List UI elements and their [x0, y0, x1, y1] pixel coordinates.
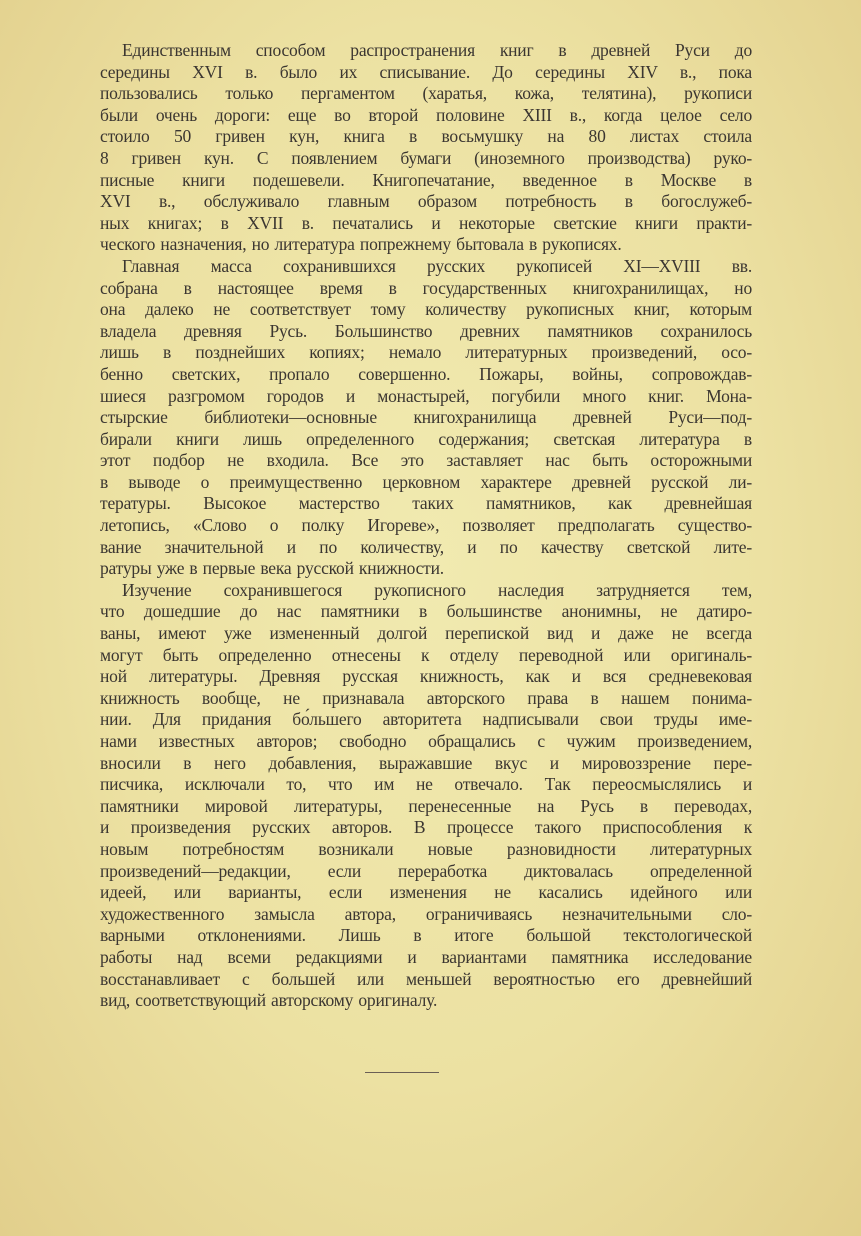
- text-line: ной литературы. Древняя русская книжность, как и вся средневековая: [100, 666, 752, 687]
- text-line: Единственным способом распространения книг в древней Руси до: [122, 40, 752, 60]
- text-line: ных книгах; в XVII в. печатались и некоторые светские книги практи-: [100, 212, 752, 233]
- text-line: писные книги подешевели. Книгопечатание, введенное в Москве в: [100, 169, 752, 190]
- page-body-text: [100, 40, 752, 1012]
- text-line: шиеся разгромом городов и монастырей, погубили много книг. Мона-: [100, 385, 752, 406]
- text-line: владела древняя Русь. Большинство древних памятников сохранилось: [100, 320, 752, 341]
- text-line: собрана в настоящее время в государственных книгохранилищах, но: [100, 277, 752, 298]
- text-line: стоило 50 гривен кун, книга в восьмушку на 80 листах стоила: [100, 126, 752, 147]
- text-line: могут быть определенно отнесены к отделу переводной или оригиналь-: [100, 644, 752, 665]
- text-line: этот подбор не входила. Все это заставляет нас быть осторожными: [100, 450, 752, 471]
- text-line: книжность вообще, не признавала авторского права в нашем понима-: [100, 687, 752, 708]
- text-line: 8 гривен кун. С появлением бумаги (иноземного производства) руко-: [100, 147, 752, 168]
- paragraph: [100, 256, 752, 580]
- text-line: Главная масса сохранившихся русских рукописей XI—XVIII вв.: [122, 255, 752, 276]
- text-line: вание значительной и по количеству, и по качеству светской лите-: [100, 536, 752, 557]
- text-line: летопись, «Слово о полку Игореве», позволяет предполагать существо-: [100, 515, 752, 536]
- text-line: новым потребностям возникали новые разновидности литературных: [100, 838, 752, 859]
- text-line: она далеко не соответствует тому количеству рукописных книг, которым: [100, 299, 752, 320]
- text-line: вид, соответствующий авторскому оригиналу.: [100, 990, 438, 1011]
- text-line: нии. Для придания бо́льшего авторитета надписывали свои труды име-: [100, 709, 752, 730]
- text-line: середины XVI в. было их списывание. До середины XIV в., пока: [100, 61, 752, 82]
- text-line: нами известных авторов; свободно обращались с чужим произведением,: [100, 731, 752, 751]
- text-line: бенно светских, пропало совершенно. Пожары, войны, сопровождав-: [100, 363, 752, 384]
- text-line: были очень дороги: еще во второй половине XIII в., когда целое село: [100, 104, 752, 125]
- text-line: лишь в позднейших копиях; немало литературных произведений, осо-: [100, 342, 752, 363]
- text-line: ваны, имеют уже измененный долгой перепиской вид и даже не всегда: [100, 623, 752, 644]
- text-line: бирали книги лишь определенного содержания; светская литература в: [100, 428, 752, 449]
- text-line: вносили в него добавления, выражавшие вкус и мировоззрение пере-: [100, 752, 752, 773]
- text-line: произведений—редакции, если переработка диктовалась определенной: [100, 860, 752, 881]
- text-line: пользовались только пергаментом (харатья, кожа, телятина), рукописи: [100, 83, 752, 104]
- paragraph: [100, 40, 752, 256]
- text-line: памятники мировой литературы, перенесенные на Русь в переводах,: [100, 795, 752, 816]
- text-line: восстанавливает с большей или меньшей вероятностью его древнейший: [100, 968, 752, 989]
- text-line: Изучение сохранившегося рукописного наследия затрудняется тем,: [122, 579, 752, 600]
- text-line: в выводе о преимущественно церковном характере древней русской ли-: [100, 471, 752, 492]
- text-line: стырские библиотеки—основные книгохранилища древней Руси—под-: [100, 407, 752, 428]
- text-line: что дошедшие до нас памятники в большинстве анонимны, не датиро-: [100, 601, 752, 622]
- text-line: ческого назначения, но литература попрежнему бытовала в рукописях.: [100, 234, 622, 255]
- text-line: художественного замысла автора, ограничиваясь незначительными сло-: [100, 903, 752, 924]
- text-line: тературы. Высокое мастерство таких памятников, как древнейшая: [100, 493, 752, 514]
- text-line: работы над всеми редакциями и вариантами памятника исследование: [100, 946, 752, 967]
- text-line: идеей, или варианты, если изменения не касались идейного или: [100, 882, 752, 903]
- text-line: XVI в., обслуживало главным образом потребность в богослужеб-: [100, 191, 752, 212]
- text-line: писчика, исключали то, что им не отвечало. Так переосмыслялись и: [100, 774, 752, 795]
- section-end-rule: [365, 1072, 439, 1073]
- text-line: ратуры уже в первые века русской книжности.: [100, 558, 444, 579]
- paragraph: [100, 580, 752, 1012]
- text-line: и произведения русских авторов. В процессе такого приспособления к: [100, 817, 752, 838]
- text-line: варными отклонениями. Лишь в итоге большой текстологической: [100, 925, 752, 946]
